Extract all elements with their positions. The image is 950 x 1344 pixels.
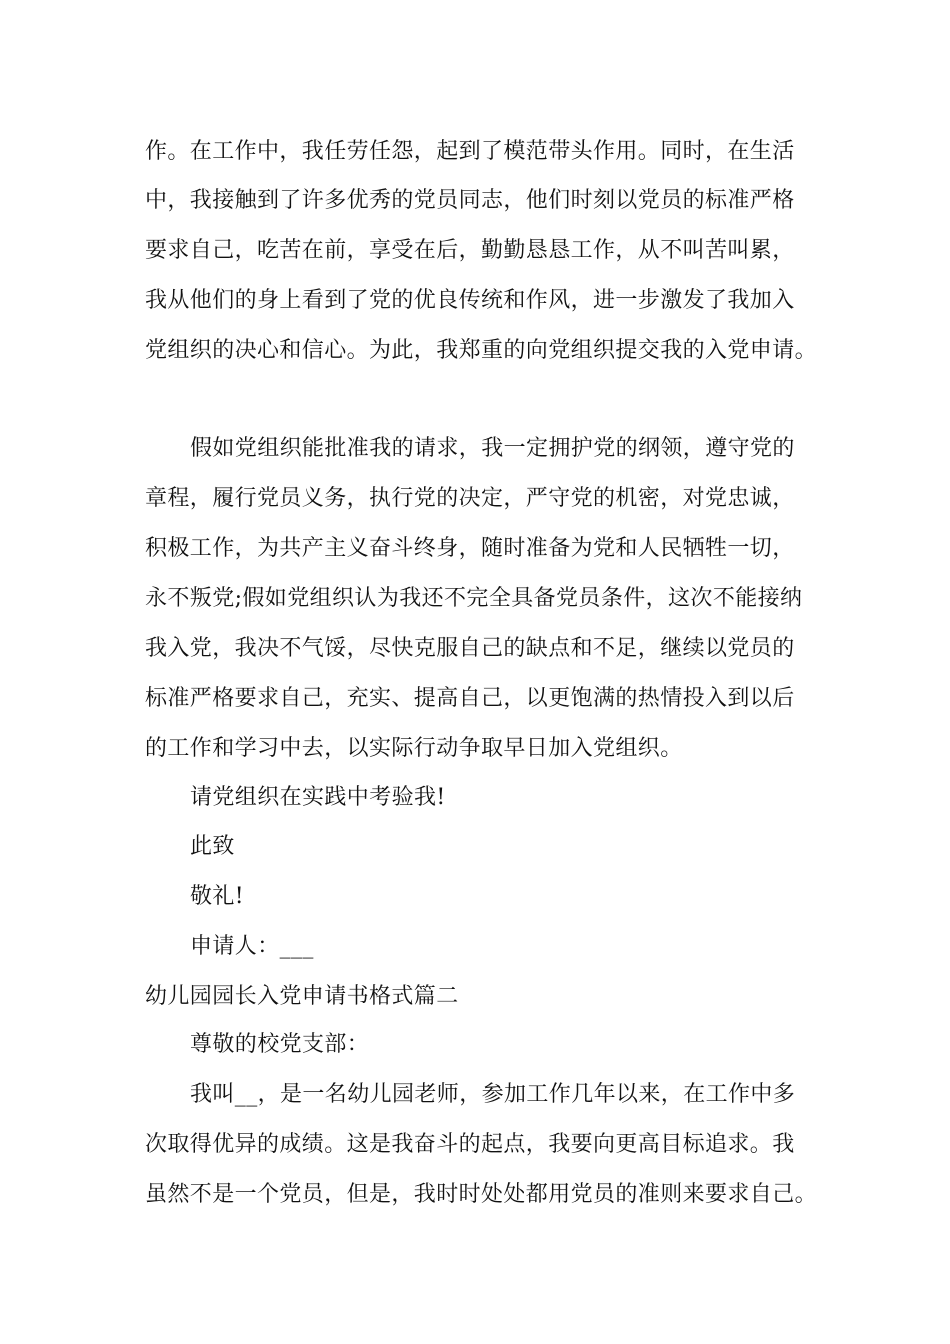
- text-line: 永不叛党;假如党组织认为我还不完全具备党员条件，这次不能接纳: [145, 586, 803, 611]
- text-line: 我从他们的身上看到了党的优良传统和作风，进一步激发了我加入: [145, 288, 795, 313]
- text-line: 标准严格要求自己，充实、提高自己，以更饱满的热情投入到以后: [145, 686, 795, 711]
- text-line: 章程，履行党员义务，执行党的决定，严守党的机密，对党忠诚，: [145, 486, 795, 511]
- closing-line: 请党组织在实践中考验我!: [190, 785, 446, 810]
- text-line: 积极工作，为共产主义奋斗终身，随时准备为党和人民牺牲一切，: [145, 536, 795, 561]
- text-line: 我入党，我决不气馁，尽快克服自己的缺点和不足，继续以党员的: [145, 636, 795, 661]
- section-heading: 幼儿园园长入党申请书格式篇二: [145, 984, 459, 1009]
- applicant-line: 申请人：___: [190, 934, 314, 959]
- text-line: 的工作和学习中去，以实际行动争取早日加入党组织。: [145, 736, 683, 761]
- salutation-line: 此致: [190, 834, 235, 859]
- paragraph-start-line: 我叫__，是一名幼儿园老师，参加工作几年以来，在工作中多: [190, 1082, 796, 1107]
- text-line: 要求自己，吃苦在前，享受在后，勤勤恳恳工作，从不叫苦叫累，: [145, 238, 795, 263]
- text-line: 虽然不是一个党员，但是，我时时处处都用党员的准则来要求自己。: [145, 1182, 818, 1207]
- text-line: 作。在工作中，我任劳任怨，起到了模范带头作用。同时，在生活: [145, 139, 795, 164]
- text-line: 中，我接触到了许多优秀的党员同志，他们时刻以党员的标准严格: [145, 188, 795, 213]
- paragraph-start-line: 假如党组织能批准我的请求，我一定拥护党的纲领，遵守党的: [190, 436, 795, 461]
- greeting-line: 尊敬的校党支部：: [190, 1032, 370, 1057]
- salutation-line: 敬礼!: [190, 884, 245, 909]
- text-line: 次取得优异的成绩。这是我奋斗的起点，我要向更高目标追求。我: [145, 1132, 795, 1157]
- text-line: 党组织的决心和信心。为此，我郑重的向党组织提交我的入党申请。: [145, 338, 818, 363]
